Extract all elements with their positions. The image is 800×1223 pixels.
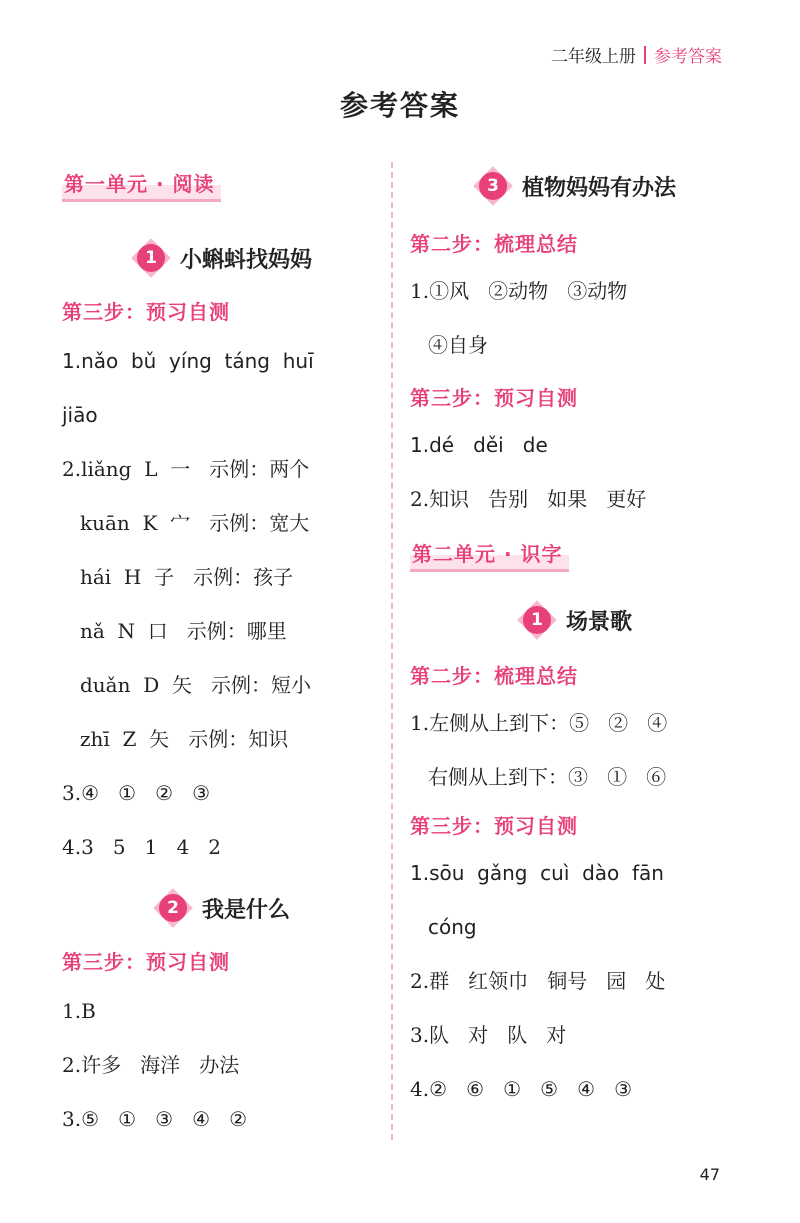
- answer-line: 2.知识 告别 如果 更好: [410, 487, 647, 511]
- grade-label: 二年级上册: [551, 47, 636, 67]
- lesson-number-badge: [154, 889, 192, 927]
- answer-line: 2.许多 海洋 办法: [62, 1053, 240, 1077]
- answer-line: 3.④ ① ② ③: [62, 781, 211, 805]
- unit-heading-wrap: [62, 164, 382, 206]
- step-heading: 第三步：预习自测: [410, 386, 578, 410]
- lesson-title: [62, 236, 382, 280]
- column-divider: [391, 162, 393, 1140]
- right-column: [410, 164, 740, 1116]
- badge-number: 2: [159, 894, 187, 922]
- lesson-name: 场景歌: [565, 609, 632, 635]
- answer-list: [410, 696, 740, 804]
- lesson-name: 我是什么: [201, 897, 290, 923]
- answer-line: 2.liǎng L 一 示例：两个: [62, 457, 310, 481]
- lesson-number-badge: [132, 239, 170, 277]
- answer-line: 2.群 红领巾 铜号 园 处: [410, 969, 666, 993]
- answer-line: 1.sōu gǎng cuì dào fān: [410, 861, 664, 885]
- lesson-number-badge: [474, 167, 512, 205]
- page-title: 参考答案: [339, 89, 460, 122]
- answer-line: 3.队 对 队 对: [410, 1023, 567, 1047]
- step-heading: 第二步：梳理总结: [410, 232, 578, 256]
- answer-line: hái H 子 示例：孩子: [80, 565, 294, 589]
- answer-line: ④自身: [428, 333, 488, 357]
- answer-line: 1.B: [62, 999, 96, 1023]
- lesson-title: [62, 886, 382, 930]
- badge-number: 3: [479, 172, 507, 200]
- lesson-name: 植物妈妈有办法: [521, 175, 676, 201]
- section-label: 参考答案: [654, 47, 722, 67]
- unit-heading: 第二单元 · 识字: [410, 534, 569, 572]
- answer-line: 4.② ⑥ ① ⑤ ④ ③: [410, 1077, 633, 1101]
- answer-line: 1.左侧从上到下：⑤ ② ④: [410, 711, 668, 735]
- left-column: [62, 164, 382, 1146]
- lesson-name: 小蝌蚪找妈妈: [179, 247, 312, 273]
- step-heading: 第二步：梳理总结: [410, 664, 578, 688]
- answer-line: 4.3 5 1 4 2: [62, 835, 221, 859]
- badge-number: 1: [523, 606, 551, 634]
- answer-line: duǎn D 矢 示例：短小: [80, 673, 312, 697]
- header-separator: [644, 46, 646, 64]
- answer-list: [410, 846, 740, 1116]
- lesson-title: [410, 598, 740, 642]
- answer-line: nǎ N 口 示例：哪里: [80, 619, 287, 643]
- badge-number: 1: [137, 244, 165, 272]
- page-number: 47: [699, 1165, 720, 1184]
- step-heading: 第三步：预习自测: [410, 814, 578, 838]
- answer-list: [62, 984, 382, 1146]
- answer-list: [62, 334, 382, 874]
- lesson-title: [410, 164, 740, 208]
- unit-heading-wrap: [410, 534, 740, 576]
- answer-line: zhī Z 矢 示例：知识: [80, 727, 289, 751]
- answer-list: [410, 264, 740, 372]
- answer-line: cóng: [428, 915, 477, 939]
- answer-line: 3.⑤ ① ③ ④ ②: [62, 1107, 248, 1131]
- answer-line: 1.①风 ②动物 ③动物: [410, 279, 628, 303]
- answer-line: 1.nǎo bǔ yíng táng huī: [62, 349, 314, 373]
- lesson-number-badge: [518, 601, 556, 639]
- answer-line: 右侧从上到下：③ ① ⑥: [428, 765, 667, 789]
- answer-line: kuān K 宀 示例：宽大: [80, 511, 310, 535]
- step-heading: 第三步：预习自测: [62, 300, 230, 324]
- step-heading: 第三步：预习自测: [62, 950, 230, 974]
- answer-list: [410, 418, 740, 526]
- unit-heading: 第一单元 · 阅读: [62, 164, 221, 202]
- page-header: [551, 42, 722, 67]
- answer-line: 1.dé děi de: [410, 433, 548, 457]
- answer-line: jiāo: [62, 403, 98, 427]
